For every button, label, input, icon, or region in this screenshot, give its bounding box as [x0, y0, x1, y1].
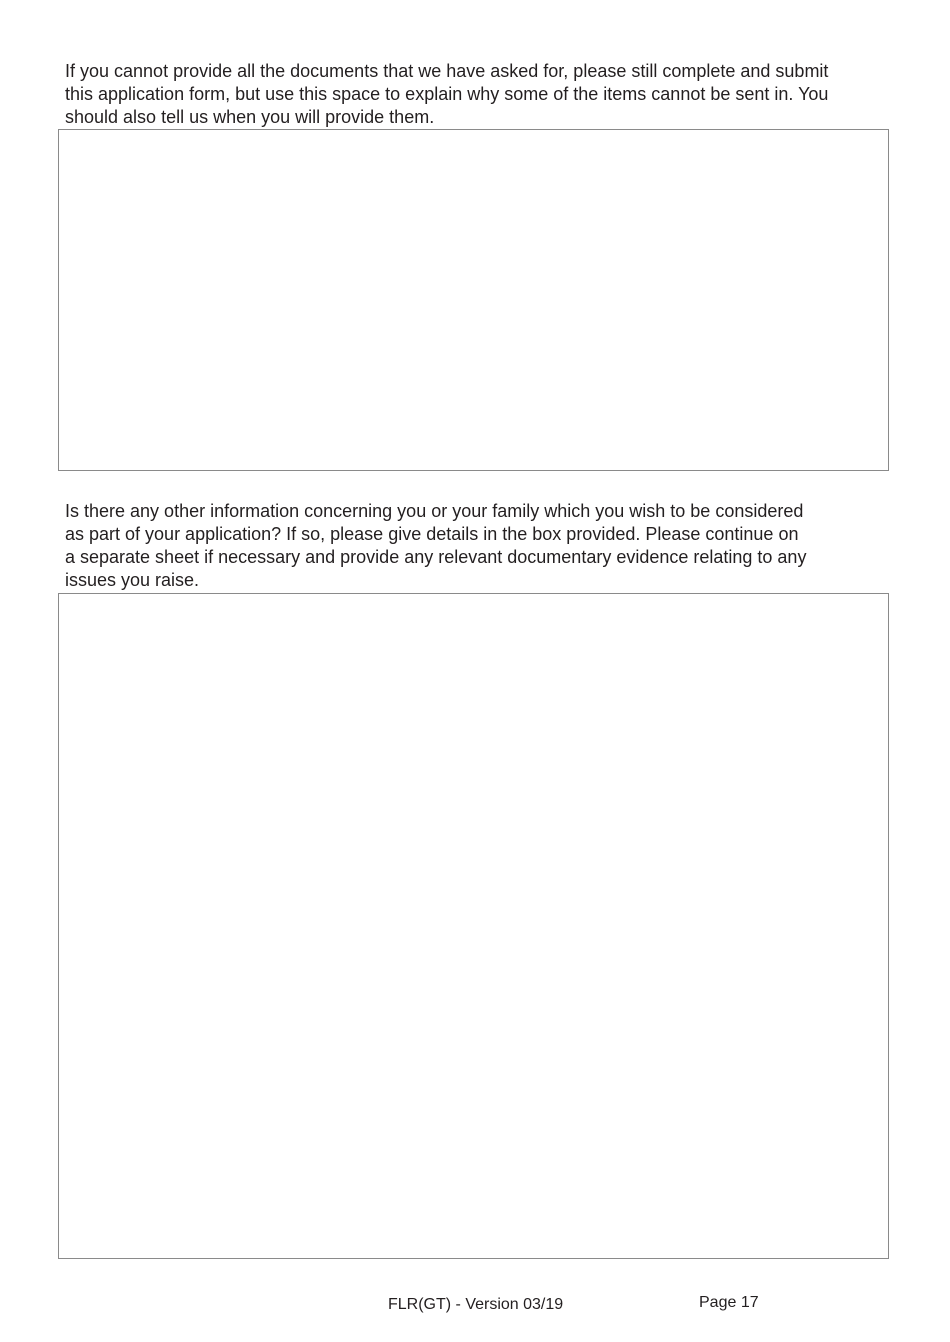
instruction-line: a separate sheet if necessary and provide any relevant documentary evidence relating to any — [65, 547, 807, 567]
missing-documents-instructions — [65, 60, 895, 129]
instruction-line: If you cannot provide all the documents that we have asked for, please still complete and submit — [65, 61, 829, 81]
instruction-line: this application form, but use this space to explain why some of the items cannot be sent in. You — [65, 84, 829, 104]
other-information-details-field[interactable] — [58, 593, 889, 1259]
instruction-line: issues you raise. — [65, 570, 200, 590]
missing-documents-explanation-field[interactable] — [58, 129, 889, 471]
page-number: Page 17 — [699, 1294, 759, 1311]
instruction-line: Is there any other information concerning you or your family which you wish to be considered — [65, 501, 804, 521]
other-information-instructions — [65, 500, 895, 592]
form-version-label: FLR(GT) - Version 03/19 — [388, 1296, 564, 1313]
instruction-line: should also tell us when you will provide them. — [65, 107, 435, 127]
instruction-line: as part of your application? If so, please give details in the box provided. Please continue on — [65, 524, 799, 544]
